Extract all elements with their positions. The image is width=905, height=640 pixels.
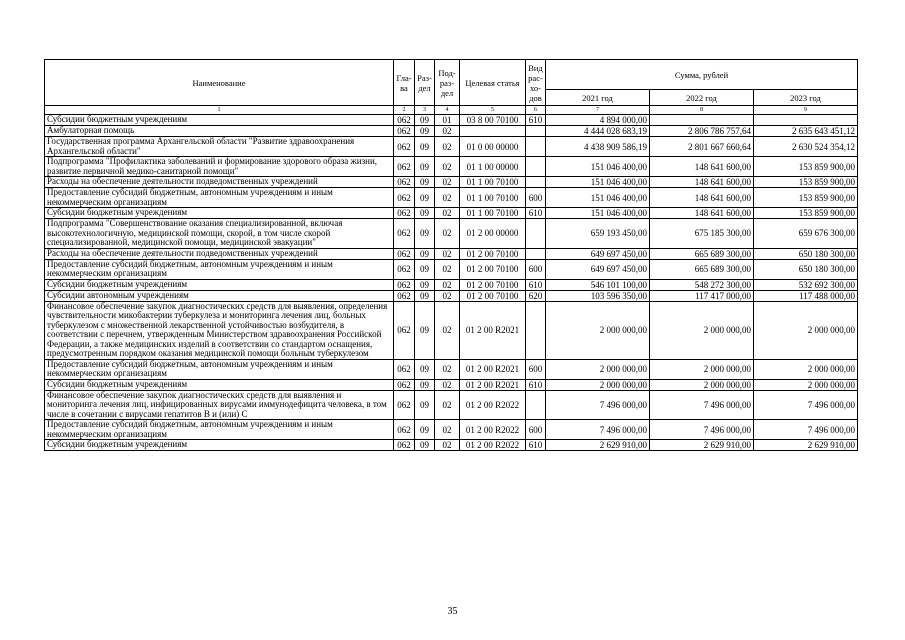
row-podrazdel: 02	[435, 279, 460, 290]
row-amount-2023: 153 859 900,00	[754, 208, 858, 219]
row-vid: 600	[526, 188, 546, 208]
row-amount-2021: 4 438 909 586,19	[546, 137, 650, 157]
row-amount-2023: 2 000 000,00	[754, 379, 858, 390]
row-amount-2023: 659 676 300,00	[754, 219, 858, 249]
table-row	[45, 177, 858, 188]
row-amount-2022: 665 689 300,00	[650, 259, 754, 279]
header-podrazdel: Под-раз-дел	[435, 60, 460, 106]
row-glava: 062	[394, 440, 415, 451]
row-razdel: 09	[415, 115, 435, 126]
row-target: 01 1 00 00000	[460, 157, 526, 177]
row-amount-2022: 2 629 910,00	[650, 440, 754, 451]
table-row	[45, 188, 858, 208]
row-amount-2021: 103 596 350,00	[546, 290, 650, 301]
header-name: Наименование	[45, 60, 394, 106]
row-amount-2022: 675 185 300,00	[650, 219, 754, 249]
row-target	[460, 126, 526, 137]
row-amount-2023: 7 496 000,00	[754, 420, 858, 440]
row-name: Субсидии бюджетным учреждениям	[45, 208, 394, 219]
table-row	[45, 137, 858, 157]
row-amount-2021: 2 000 000,00	[546, 379, 650, 390]
row-name: Предоставление субсидий бюджетным, автономным учреждениям и иным некоммерческим организациям	[45, 420, 394, 440]
row-razdel: 09	[415, 137, 435, 157]
table-row	[45, 301, 858, 359]
column-number: 8	[650, 106, 754, 115]
row-amount-2022: 2 806 786 757,64	[650, 126, 754, 137]
row-target: 01 0 00 00000	[460, 137, 526, 157]
row-amount-2021: 2 629 910,00	[546, 440, 650, 451]
row-amount-2022: 148 641 600,00	[650, 188, 754, 208]
row-name: Субсидии бюджетным учреждениям	[45, 440, 394, 451]
row-vid: 610	[526, 208, 546, 219]
budget-table	[44, 59, 858, 451]
column-number: 7	[546, 106, 650, 115]
row-vid: 620	[526, 290, 546, 301]
row-amount-2023: 153 859 900,00	[754, 157, 858, 177]
row-target: 01 2 00 R2021	[460, 301, 526, 359]
row-target: 01 2 00 70100	[460, 259, 526, 279]
column-number: 9	[754, 106, 858, 115]
row-amount-2021: 151 046 400,00	[546, 188, 650, 208]
header-razdel: Раз-дел	[415, 60, 435, 106]
row-amount-2023: 2 000 000,00	[754, 359, 858, 379]
table-row	[45, 126, 858, 137]
table-row	[45, 379, 858, 390]
row-amount-2022: 2 801 667 660,64	[650, 137, 754, 157]
row-glava: 062	[394, 390, 415, 420]
row-amount-2023: 532 692 300,00	[754, 279, 858, 290]
row-vid	[526, 137, 546, 157]
row-amount-2022: 2 000 000,00	[650, 379, 754, 390]
row-podrazdel: 02	[435, 379, 460, 390]
header-sum: Сумма, рублей	[546, 60, 858, 90]
row-amount-2021: 151 046 400,00	[546, 157, 650, 177]
row-name: Субсидии бюджетным учреждениям	[45, 279, 394, 290]
row-glava: 062	[394, 359, 415, 379]
row-razdel: 09	[415, 440, 435, 451]
row-amount-2023: 153 859 900,00	[754, 188, 858, 208]
row-razdel: 09	[415, 259, 435, 279]
row-glava: 062	[394, 157, 415, 177]
row-podrazdel: 02	[435, 157, 460, 177]
row-razdel: 09	[415, 177, 435, 188]
header-year-2023: 2023 год	[754, 90, 858, 106]
row-amount-2022: 7 496 000,00	[650, 420, 754, 440]
row-podrazdel: 02	[435, 440, 460, 451]
row-glava: 062	[394, 115, 415, 126]
row-razdel: 09	[415, 279, 435, 290]
row-glava: 062	[394, 259, 415, 279]
row-target: 01 2 00 00000	[460, 219, 526, 249]
row-glava: 062	[394, 279, 415, 290]
row-name: Финансовое обеспечение закупок диагностических средств для выявления, определения чувствительности микобактерии туберкулеза и мониторинга лечения лиц, больных туберкулезом с множественной лекарственной устойчивостью возбудителя, в соответствии с перечнем, утвержденным Министерством здравоохранения Российской Федерации, а также медицинских изделий в соответствии со стандартом оснащения, предусмотренным порядком оказания медицинской помощи больным туберкулезом	[45, 301, 394, 359]
header-year-2021: 2021 год	[546, 90, 650, 106]
row-amount-2021: 151 046 400,00	[546, 177, 650, 188]
row-glava: 062	[394, 208, 415, 219]
row-razdel: 09	[415, 248, 435, 259]
row-glava: 062	[394, 219, 415, 249]
row-amount-2022: 665 689 300,00	[650, 248, 754, 259]
row-vid: 600	[526, 420, 546, 440]
row-vid	[526, 219, 546, 249]
row-name: Субсидии автономным учреждениям	[45, 290, 394, 301]
row-razdel: 09	[415, 157, 435, 177]
row-podrazdel: 02	[435, 208, 460, 219]
row-target: 03 8 00 70100	[460, 115, 526, 126]
row-podrazdel: 02	[435, 290, 460, 301]
row-razdel: 09	[415, 188, 435, 208]
row-name: Предоставление субсидий бюджетным, автономным учреждениям и иным некоммерческим организациям	[45, 188, 394, 208]
header-glava: Гла-ва	[394, 60, 415, 106]
row-target: 01 2 00 70100	[460, 290, 526, 301]
row-podrazdel: 02	[435, 177, 460, 188]
row-target: 01 2 00 R2021	[460, 359, 526, 379]
table-body	[45, 115, 858, 451]
column-number: 6	[526, 106, 546, 115]
row-name: Предоставление субсидий бюджетным, автономным учреждениям и иным некоммерческим организациям	[45, 259, 394, 279]
table-row	[45, 420, 858, 440]
row-target: 01 2 00 70100	[460, 248, 526, 259]
row-amount-2022: 2 000 000,00	[650, 301, 754, 359]
row-target: 01 2 00 R2021	[460, 379, 526, 390]
row-amount-2022: 148 641 600,00	[650, 208, 754, 219]
row-amount-2022: 117 417 000,00	[650, 290, 754, 301]
row-amount-2021: 546 101 100,00	[546, 279, 650, 290]
row-amount-2023: 2 635 643 451,12	[754, 126, 858, 137]
table-row	[45, 208, 858, 219]
row-amount-2022: 148 641 600,00	[650, 157, 754, 177]
row-vid	[526, 390, 546, 420]
row-amount-2022: 548 272 300,00	[650, 279, 754, 290]
row-amount-2021: 2 000 000,00	[546, 359, 650, 379]
row-razdel: 09	[415, 420, 435, 440]
row-name: Государственная программа Архангельской области "Развитие здравоохранения Архангельской области"	[45, 137, 394, 157]
row-target: 01 2 00 R2022	[460, 440, 526, 451]
row-target: 01 2 00 R2022	[460, 420, 526, 440]
table-row	[45, 290, 858, 301]
row-vid: 610	[526, 379, 546, 390]
row-target: 01 1 00 70100	[460, 208, 526, 219]
table-row	[45, 248, 858, 259]
row-podrazdel: 02	[435, 137, 460, 157]
row-amount-2023: 117 488 000,00	[754, 290, 858, 301]
header-vid: Вид рас-хо-дов	[526, 60, 546, 106]
row-podrazdel: 02	[435, 301, 460, 359]
header-target: Целевая статья	[460, 60, 526, 106]
row-name: Субсидии бюджетным учреждениям	[45, 115, 394, 126]
row-name: Предоставление субсидий бюджетным, автономным учреждениям и иным некоммерческим организациям	[45, 359, 394, 379]
row-amount-2023: 153 859 900,00	[754, 177, 858, 188]
row-target: 01 2 00 R2022	[460, 390, 526, 420]
row-podrazdel: 02	[435, 126, 460, 137]
row-glava: 062	[394, 188, 415, 208]
row-amount-2021: 151 046 400,00	[546, 208, 650, 219]
row-name: Подпрограмма "Совершенствование оказания специализированной, включая высокотехнологичную, медицинской помощи, скорой, в том числе скорой специализированной, медицинской помощи, медицинской эвакуации"	[45, 219, 394, 249]
header-year-2022: 2022 год	[650, 90, 754, 106]
column-number: 1	[45, 106, 394, 115]
row-name: Финансовое обеспечение закупок диагностических средств для выявления и мониторинга лечения лиц, инфицированных вирусами иммунодефицита человека, в том числе в сочетании с вирусами гепатитов B и (или) C	[45, 390, 394, 420]
row-podrazdel: 02	[435, 420, 460, 440]
row-amount-2021: 659 193 450,00	[546, 219, 650, 249]
row-razdel: 09	[415, 219, 435, 249]
row-podrazdel: 02	[435, 188, 460, 208]
row-amount-2021: 7 496 000,00	[546, 390, 650, 420]
row-razdel: 09	[415, 301, 435, 359]
row-amount-2021: 7 496 000,00	[546, 420, 650, 440]
table-row	[45, 359, 858, 379]
row-amount-2021: 649 697 450,00	[546, 259, 650, 279]
row-vid: 610	[526, 279, 546, 290]
row-razdel: 09	[415, 359, 435, 379]
row-name: Расходы на обеспечение деятельности подведомственных учреждений	[45, 177, 394, 188]
row-name: Субсидии бюджетным учреждениям	[45, 379, 394, 390]
row-glava: 062	[394, 301, 415, 359]
row-vid	[526, 157, 546, 177]
row-podrazdel: 02	[435, 359, 460, 379]
table-row	[45, 279, 858, 290]
row-target: 01 2 00 70100	[460, 279, 526, 290]
row-amount-2021: 4 444 028 683,19	[546, 126, 650, 137]
row-vid	[526, 301, 546, 359]
row-glava: 062	[394, 177, 415, 188]
column-number: 5	[460, 106, 526, 115]
row-glava: 062	[394, 248, 415, 259]
row-amount-2022: 148 641 600,00	[650, 177, 754, 188]
table-row	[45, 390, 858, 420]
table-header	[45, 60, 858, 115]
page-number: 35	[447, 606, 458, 617]
row-amount-2023: 7 496 000,00	[754, 390, 858, 420]
row-glava: 062	[394, 137, 415, 157]
row-glava: 062	[394, 126, 415, 137]
row-vid	[526, 248, 546, 259]
table-row	[45, 259, 858, 279]
row-podrazdel: 02	[435, 248, 460, 259]
row-vid: 610	[526, 440, 546, 451]
row-amount-2022	[650, 115, 754, 126]
row-podrazdel: 02	[435, 390, 460, 420]
row-razdel: 09	[415, 126, 435, 137]
column-number: 3	[415, 106, 435, 115]
row-vid	[526, 177, 546, 188]
row-razdel: 09	[415, 390, 435, 420]
row-razdel: 09	[415, 379, 435, 390]
row-amount-2021: 4 894 000,00	[546, 115, 650, 126]
row-amount-2023: 2 000 000,00	[754, 301, 858, 359]
table-row	[45, 157, 858, 177]
row-vid: 600	[526, 359, 546, 379]
row-podrazdel: 02	[435, 219, 460, 249]
row-vid	[526, 126, 546, 137]
column-number: 4	[435, 106, 460, 115]
row-target: 01 1 00 70100	[460, 177, 526, 188]
row-name: Подпрограмма "Профилактика заболеваний и формирование здорового образа жизни, развитие первичной медико-санитарной помощи"	[45, 157, 394, 177]
row-amount-2023: 650 180 300,00	[754, 259, 858, 279]
row-podrazdel: 02	[435, 259, 460, 279]
row-vid: 600	[526, 259, 546, 279]
row-amount-2022: 7 496 000,00	[650, 390, 754, 420]
row-target: 01 1 00 70100	[460, 188, 526, 208]
column-numbers-row	[45, 106, 858, 115]
row-name: Расходы на обеспечение деятельности подведомственных учреждений	[45, 248, 394, 259]
row-razdel: 09	[415, 290, 435, 301]
row-glava: 062	[394, 290, 415, 301]
row-razdel: 09	[415, 208, 435, 219]
row-amount-2022: 2 000 000,00	[650, 359, 754, 379]
table-row	[45, 115, 858, 126]
table-row	[45, 440, 858, 451]
row-amount-2023: 2 629 910,00	[754, 440, 858, 451]
row-podrazdel: 01	[435, 115, 460, 126]
row-glava: 062	[394, 379, 415, 390]
row-amount-2021: 2 000 000,00	[546, 301, 650, 359]
row-vid: 610	[526, 115, 546, 126]
row-amount-2023	[754, 115, 858, 126]
table-row	[45, 219, 858, 249]
row-amount-2021: 649 697 450,00	[546, 248, 650, 259]
row-name: Амбулаторная помощь	[45, 126, 394, 137]
row-amount-2023: 650 180 300,00	[754, 248, 858, 259]
row-amount-2023: 2 630 524 354,12	[754, 137, 858, 157]
column-number: 2	[394, 106, 415, 115]
row-glava: 062	[394, 420, 415, 440]
